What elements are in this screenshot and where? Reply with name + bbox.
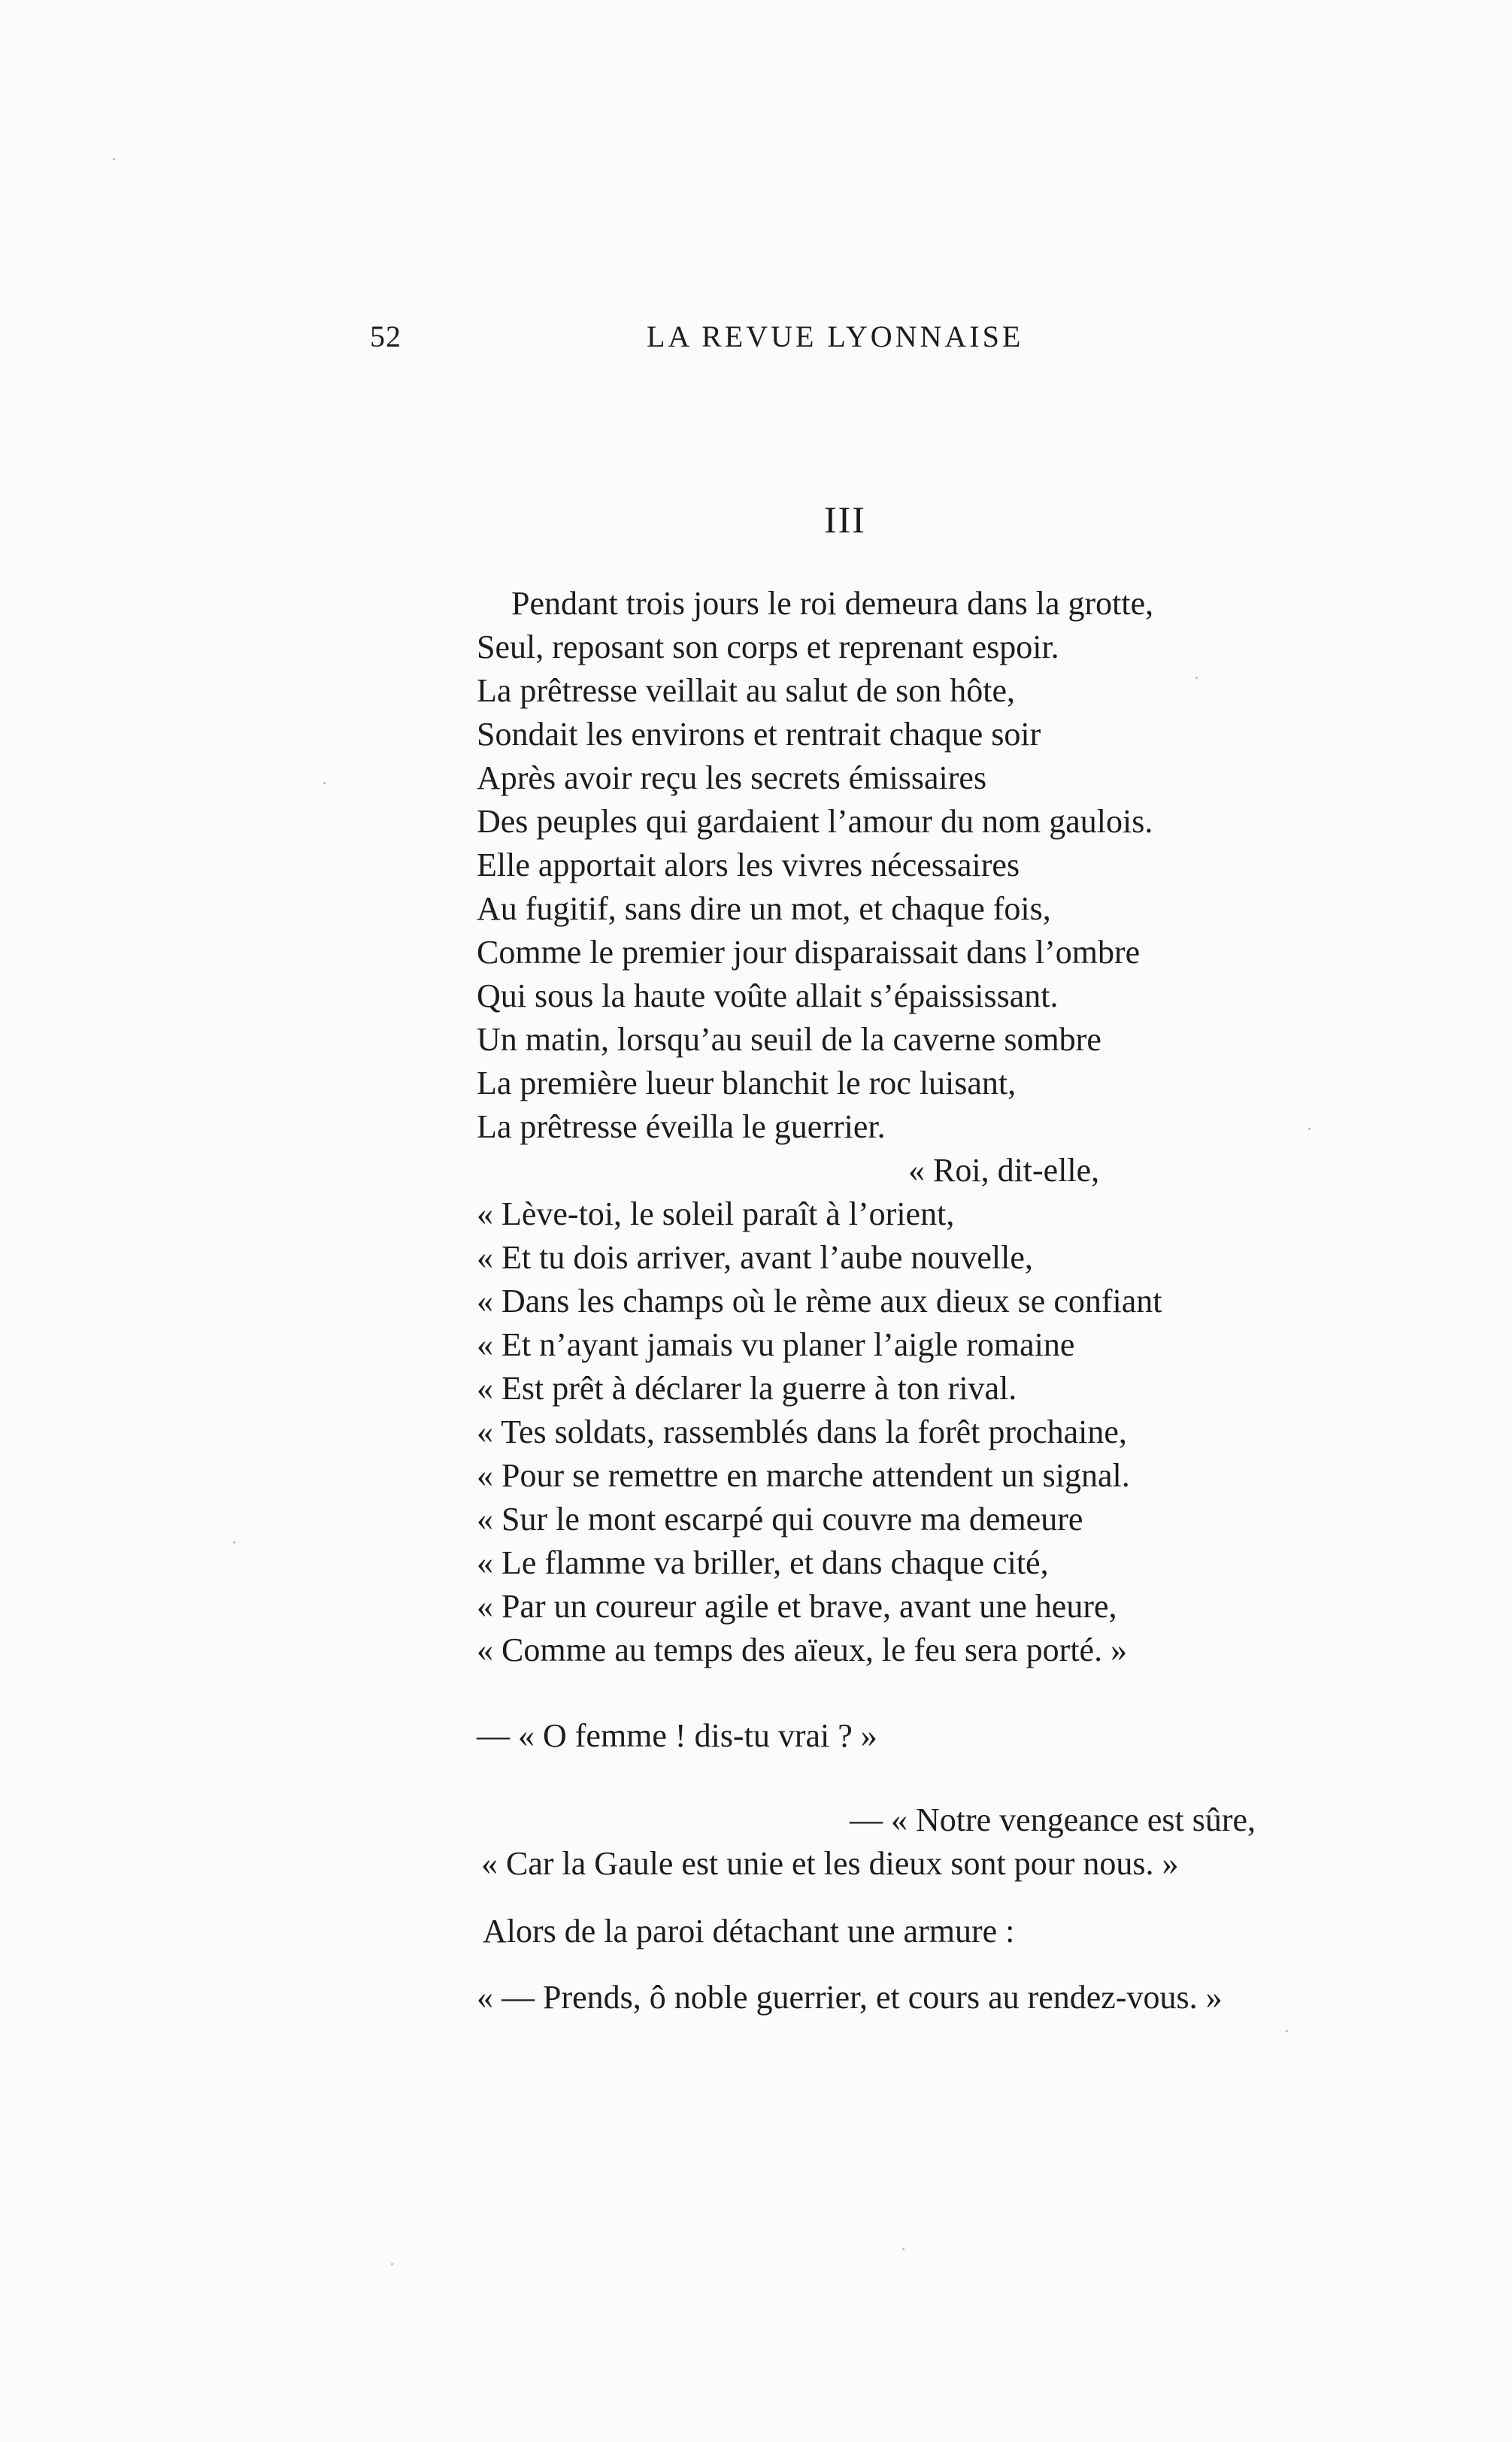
poem-line: « Le flamme va briller, et dans chaque cité,: [477, 1544, 1049, 1581]
poem-line: « Et tu dois arriver, avant l’aube nouvelle,: [477, 1239, 1033, 1276]
poem-line: Pendant trois jours le roi demeura dans la grotte,: [511, 585, 1154, 622]
poem-line: Un matin, lorsqu’au seuil de la caverne sombre: [477, 1021, 1101, 1058]
poem-line: « Dans les champs où le rème aux dieux se confiant: [477, 1283, 1162, 1319]
poem-line: La prêtresse éveilla le guerrier.: [477, 1108, 886, 1145]
paper-speck: [233, 1541, 235, 1544]
poem-line: Comme le premier jour disparaissait dans l’ombre: [477, 934, 1141, 971]
paper-speck: [323, 782, 326, 784]
poem-line: « Comme au temps des aïeux, le feu sera porté. »: [477, 1632, 1128, 1668]
poem-line: Des peuples qui gardaient l’amour du nom gaulois.: [477, 803, 1153, 840]
poem-line: Au fugitif, sans dire un mot, et chaque fois,: [477, 890, 1051, 927]
poem-line: Après avoir reçu les secrets émissaires: [477, 759, 987, 796]
poem-line: « Sur le mont escarpé qui couvre ma demeure: [477, 1501, 1083, 1538]
running-title: LA REVUE LYONNAISE: [647, 320, 1024, 353]
poem-line: La prêtresse veillait au salut de son hôte,: [477, 672, 1015, 709]
paper-speck: [1286, 2030, 1288, 2032]
poem-line: « — Prends, ô noble guerrier, et cours au rendez-vous. »: [477, 1979, 1223, 2016]
poem-line: Seul, reposant son corps et reprenant espoir.: [477, 629, 1059, 665]
paper-speck: [113, 158, 115, 160]
page-number: 52: [370, 320, 401, 353]
poem-line: Elle apportait alors les vivres nécessaires: [477, 847, 1020, 883]
poem-line: « Car la Gaule est unie et les dieux sont pour nous. »: [481, 1845, 1179, 1882]
poem-line: « Tes soldats, rassemblés dans la forêt prochaine,: [477, 1413, 1127, 1450]
poem-line: Alors de la paroi détachant une armure :: [483, 1913, 1015, 1950]
poem-line: « Et n’ayant jamais vu planer l’aigle romaine: [477, 1326, 1075, 1363]
paper-speck: [1308, 1128, 1311, 1130]
poem-line: « Pour se remettre en marche attendent un signal.: [477, 1457, 1130, 1494]
paper-speck: [391, 2263, 393, 2265]
poem-line: — « Notre vengeance est sûre,: [850, 1801, 1256, 1838]
poem-line: La première lueur blanchit le roc luisant,: [477, 1065, 1017, 1101]
paper-speck: [902, 2248, 904, 2250]
poem-line: « Lève-toi, le soleil paraît à l’orient,: [477, 1195, 955, 1232]
poem-line: « Est prêt à déclarer la guerre à ton rival.: [477, 1370, 1017, 1407]
paper-speck: [1195, 677, 1198, 679]
poem-line: « Roi, dit-elle,: [908, 1152, 1100, 1189]
poem-line: Qui sous la haute voûte allait s’épaississant.: [477, 977, 1059, 1014]
section-number: III: [824, 498, 866, 541]
poem-line: — « O femme ! dis-tu vrai ? »: [477, 1717, 877, 1754]
poem-line: Sondait les environs et rentrait chaque soir: [477, 716, 1041, 753]
poem-line: « Par un coureur agile et brave, avant une heure,: [477, 1588, 1117, 1625]
